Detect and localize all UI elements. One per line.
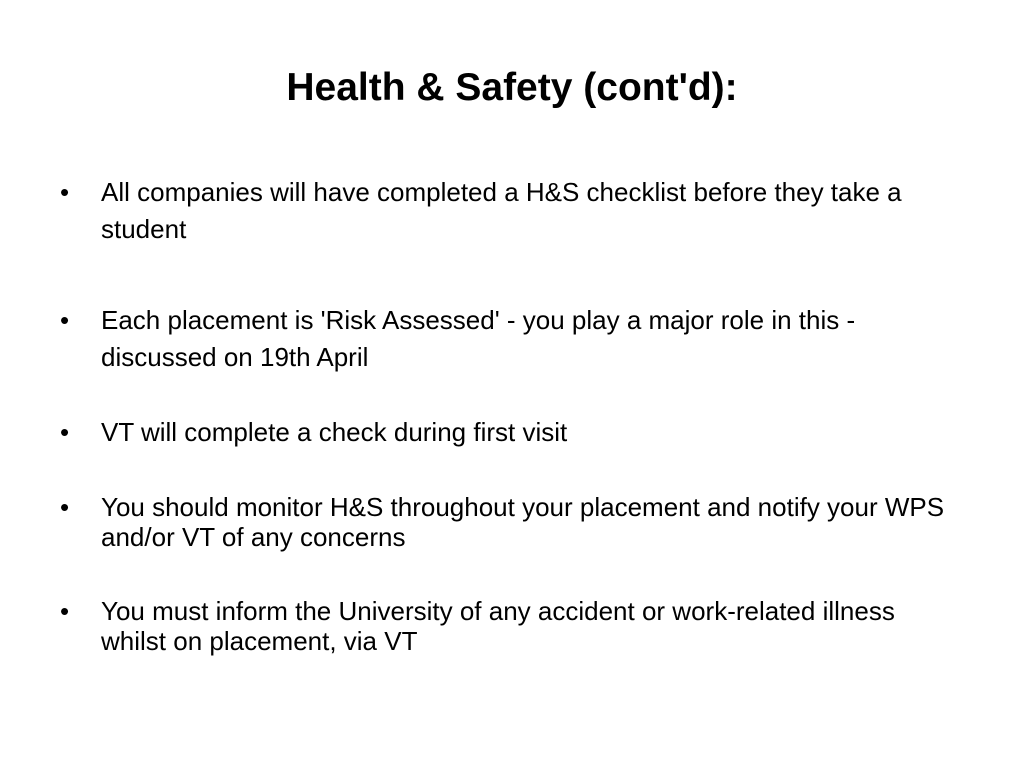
bullet-text: You should monitor H&S throughout your placement and notify your WPS and/or VT of any concerns [101, 492, 945, 552]
bullet-text: VT will complete a check during first visit [101, 417, 568, 447]
bullet-dot: • [60, 596, 70, 626]
slide-title: Health & Safety (cont'd): [286, 66, 738, 109]
bullet-text: All companies will have completed a H&S checklist before they take a student [101, 177, 902, 244]
bullet-text: You must inform the University of any accident or work-related illness whilst on placement, via VT [101, 596, 895, 656]
bullet-dot: • [60, 492, 70, 522]
bullet-dot: • [60, 177, 70, 207]
bullet-item [60, 596, 960, 656]
bullet-dot: • [60, 305, 70, 335]
bullet-dot: • [60, 417, 70, 447]
bullet-item [60, 302, 960, 376]
bullet-item [60, 174, 960, 248]
bullet-item [60, 492, 960, 552]
bullet-item [60, 414, 960, 451]
bullet-text: Each placement is 'Risk Assessed' - you play a major role in this - discussed on 19th April [101, 305, 856, 372]
